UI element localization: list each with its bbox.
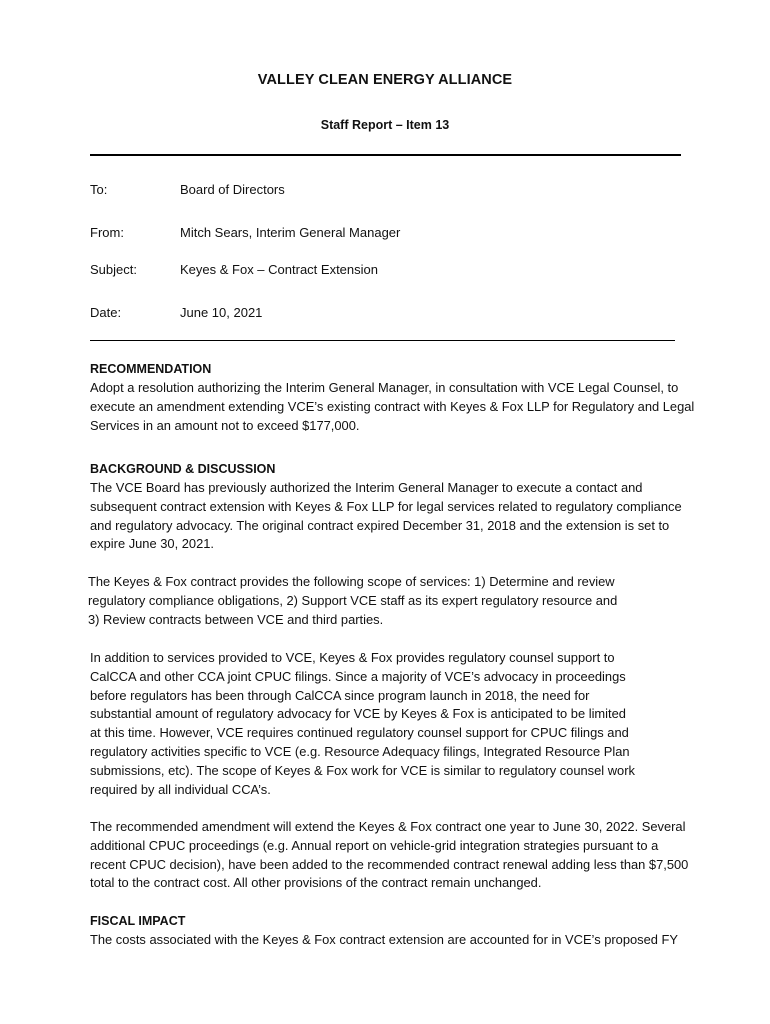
paragraph-line: before regulators has been through CalCCA since program launch in 2018, the need for — [90, 687, 590, 703]
paragraph-line: additional CPUC proceedings (e.g. Annual report on vehicle-grid integration strategies pursuant to a — [90, 837, 659, 853]
memo-to-label: To: — [90, 182, 108, 197]
fiscal-impact-paragraph — [90, 931, 678, 950]
recommendation-paragraph — [90, 379, 694, 435]
memo-divider — [90, 340, 675, 341]
header-divider — [90, 154, 681, 156]
paragraph-line: The VCE Board has previously authorized the Interim General Manager to execute a contact and — [90, 480, 643, 495]
memo-from-value: Mitch Sears, Interim General Manager — [180, 225, 401, 240]
memo-subject-value: Keyes & Fox – Contract Extension — [180, 262, 378, 277]
paragraph-line: required by all individual CCA’s. — [90, 781, 271, 797]
paragraph-line: The Keyes & Fox contract provides the following scope of services: 1) Determine and review — [88, 574, 615, 589]
memo-subject-label: Subject: — [90, 262, 137, 277]
paragraph-line: The recommended amendment will extend the Keyes & Fox contract one year to June 30, 2022. Several — [90, 819, 686, 834]
paragraph-line: The costs associated with the Keyes & Fox contract extension are accounted for in VCE’s proposed FY — [90, 932, 679, 947]
paragraph-line: In addition to services provided to VCE, Keyes & Fox provides regulatory counsel support to — [90, 650, 615, 665]
report-title: Staff Report – Item 13 — [320, 118, 450, 132]
paragraph-line: total to the contract cost. All other provisions of the contract remain unchanged. — [90, 875, 542, 891]
memo-date-value: June 10, 2021 — [180, 305, 263, 320]
recommendation-heading: RECOMMENDATION — [90, 362, 212, 376]
paragraph-line: expire June 30, 2021. — [90, 536, 214, 552]
memo-from-label: From: — [90, 225, 124, 240]
paragraph-line: CalCCA and other CCA joint CPUC filings. Since a majority of VCE’s advocacy in proceedings — [90, 668, 626, 684]
paragraph-line: recent CPUC decision), have been added to the recommended contract renewal adding less than $7,500 — [90, 856, 689, 872]
paragraph-line: and regulatory advocacy. The original contract expired December 31, 2018 and the extension is set to — [90, 517, 670, 533]
paragraph-line: at this time. However, VCE requires continued regulatory counsel support for CPUC filings and — [90, 725, 629, 741]
background-paragraph-1 — [90, 479, 682, 554]
paragraph-line: Adopt a resolution authorizing the Interim General Manager, in consultation with VCE Legal Counsel, to — [90, 380, 679, 395]
memo-to-value: Board of Directors — [180, 182, 285, 197]
paragraph-line: substantial amount of regulatory advocacy for VCE by Keyes & Fox is anticipated to be limited — [90, 706, 626, 722]
paragraph-line: regulatory compliance obligations, 2) Support VCE staff as its expert regulatory resource and — [88, 592, 618, 608]
paragraph-line: Services in an amount not to exceed $177,000. — [90, 417, 360, 433]
paragraph-line: execute an amendment extending VCE’s existing contract with Keyes & Fox LLP for Regulatory and Legal — [90, 398, 695, 414]
paragraph-line: 3) Review contracts between VCE and third parties. — [88, 611, 384, 627]
background-heading: BACKGROUND & DISCUSSION — [90, 462, 276, 476]
fiscal-impact-heading: FISCAL IMPACT — [90, 914, 186, 928]
background-paragraph-4 — [90, 818, 688, 893]
paragraph-line: submissions, etc). The scope of Keyes & Fox work for VCE is similar to regulatory counsel work — [90, 762, 635, 778]
paragraph-line: subsequent contract extension with Keyes & Fox LLP for legal services related to regulatory compliance — [90, 498, 682, 514]
paragraph-line: regulatory activities specific to VCE (e.g. Resource Adequacy filings, Integrated Resource Plan — [90, 743, 630, 759]
organization-title: VALLEY CLEAN ENERGY ALLIANCE — [257, 72, 513, 88]
memo-date-label: Date: — [90, 305, 122, 320]
background-paragraph-2 — [88, 573, 617, 629]
background-paragraph-3 — [90, 649, 635, 799]
